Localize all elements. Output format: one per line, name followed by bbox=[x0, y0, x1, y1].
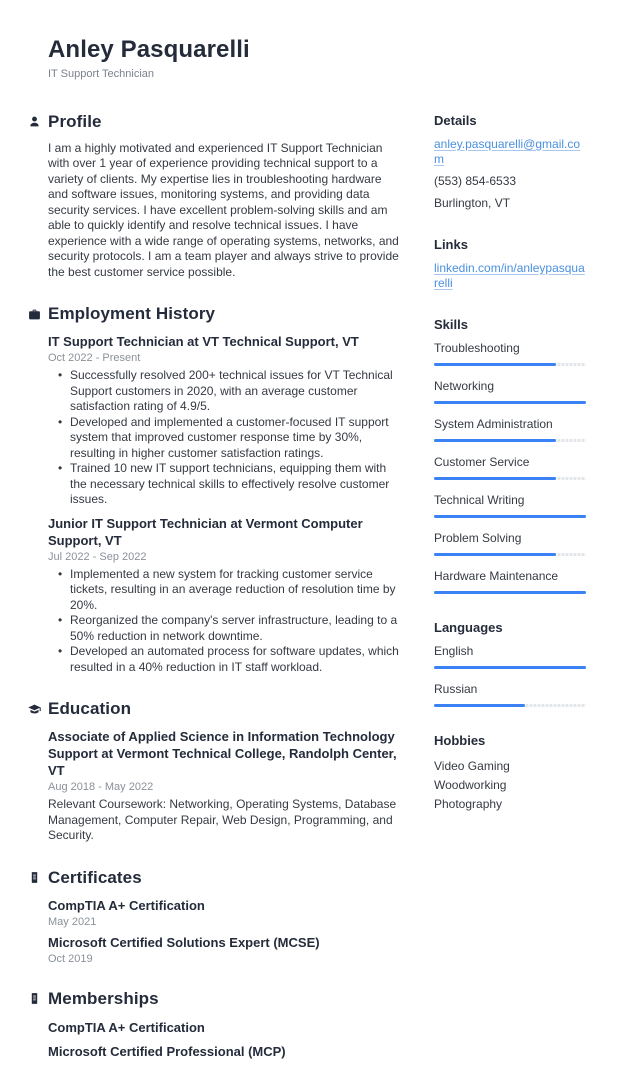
skill-item bbox=[434, 341, 586, 366]
section-certificates bbox=[28, 868, 400, 965]
job-bullet: • Reorganized the company's server infrastructure, leading to a 50% reduction in network downtime. bbox=[48, 613, 400, 644]
certificate-title: Microsoft Certified Solutions Expert (MCSE) bbox=[48, 934, 320, 950]
skill-item bbox=[434, 531, 586, 556]
membership-entry bbox=[48, 1018, 400, 1037]
skill-label: Technical Writing bbox=[434, 492, 525, 507]
language-label: English bbox=[434, 643, 474, 658]
sidebar-heading-details: Details bbox=[434, 112, 477, 128]
profile-summary: I am a highly motivated and experienced IT Support Technician with over 1 year of experience providing technical support to a variety of clients. My expertise lies in troubleshooting hardware and software issues, monitoring systems, and providing data security services. I have excellent problem-solving skills and am able to quickly identify and resolve technical issues. I have experience with a wide range of operating systems, networks, and security protocols. I am a team player and always strive to provide the best customer service possible. bbox=[48, 140, 399, 279]
education-body bbox=[48, 728, 400, 844]
linkedin-link[interactable]: linkedin.com/in/anleypasquarelli bbox=[434, 260, 585, 290]
hobby-item: Woodworking bbox=[434, 777, 507, 792]
job-bullet: • Developed and implemented a customer-focused IT support system that improved customer response time by 30%, resulting in higher customer satisfaction ratings. bbox=[48, 415, 400, 462]
languages-group bbox=[434, 620, 586, 707]
briefcase-icon bbox=[28, 308, 41, 321]
main-column bbox=[28, 112, 400, 1085]
education-description: Relevant Coursework: Networking, Operating Systems, Database Management, Computer Repair, Web Design, Programming, and Security. bbox=[48, 797, 397, 843]
language-bar-track bbox=[434, 666, 586, 669]
section-education bbox=[28, 699, 400, 844]
skill-bar-fill bbox=[434, 553, 556, 556]
skill-bar-track bbox=[434, 515, 586, 518]
skill-bar-fill bbox=[434, 515, 586, 518]
job-entry bbox=[48, 515, 400, 676]
skill-bar-track bbox=[434, 553, 586, 556]
skill-bar-fill bbox=[434, 591, 586, 594]
certificates-body bbox=[48, 897, 400, 965]
certificate-entry bbox=[48, 897, 400, 928]
skill-bar-track bbox=[434, 363, 586, 366]
hobby-item: Photography bbox=[434, 796, 503, 811]
section-heading-employment: Employment History bbox=[48, 304, 216, 324]
job-bullet: • Implemented a new system for tracking customer service tickets, resulting in an average reduction of resolution time by 20%. bbox=[48, 567, 400, 614]
skills-group bbox=[434, 317, 586, 594]
membership-title: CompTIA A+ Certification bbox=[48, 1019, 205, 1035]
skill-bar-track bbox=[434, 591, 586, 594]
section-memberships bbox=[28, 989, 400, 1061]
section-heading-certificates: Certificates bbox=[48, 867, 142, 887]
skill-bar-track bbox=[434, 439, 586, 442]
skill-item bbox=[434, 493, 586, 518]
job-bullet: • Trained 10 new IT support technicians, equipping them with the necessary technical skills to effectively resolve customer issues. bbox=[48, 461, 400, 508]
skill-bar-fill bbox=[434, 477, 556, 480]
membership-title: Microsoft Certified Professional (MCP) bbox=[48, 1043, 286, 1059]
person-icon bbox=[28, 115, 41, 128]
language-bar-fill bbox=[434, 704, 525, 707]
job-dates: Oct 2022 - Present bbox=[48, 352, 141, 365]
skill-label: System Administration bbox=[434, 416, 553, 431]
language-bar-track bbox=[434, 704, 586, 707]
job-bullet-list bbox=[48, 567, 400, 676]
job-title: IT Support Technician at VT Technical Support, VT bbox=[48, 334, 359, 350]
clipboard-icon bbox=[28, 992, 41, 1005]
links-group bbox=[434, 237, 586, 291]
sidebar-heading-languages: Languages bbox=[434, 619, 503, 635]
skill-label: Hardware Maintenance bbox=[434, 568, 559, 583]
section-employment bbox=[28, 304, 400, 675]
certificates-section-header bbox=[28, 868, 400, 888]
section-heading-education: Education bbox=[48, 699, 132, 719]
resume-columns bbox=[0, 112, 640, 1085]
language-item bbox=[434, 644, 586, 669]
memberships-body bbox=[48, 1018, 400, 1061]
job-bullet-list bbox=[48, 368, 400, 508]
job-bullet: • Successfully resolved 200+ technical issues for VT Technical Support customers in 2020, with an average customer satisfaction rating of 4.9/5. bbox=[48, 368, 400, 415]
skill-bar-fill bbox=[434, 401, 586, 404]
sidebar-heading-skills: Skills bbox=[434, 316, 468, 332]
profile-body bbox=[48, 141, 400, 281]
education-dates: Aug 2018 - May 2022 bbox=[48, 781, 154, 794]
skill-bar-track bbox=[434, 477, 586, 480]
candidate-job-title: IT Support Technician bbox=[48, 67, 154, 80]
skill-item bbox=[434, 569, 586, 594]
section-heading-profile: Profile bbox=[48, 111, 102, 131]
language-label: Russian bbox=[434, 681, 478, 696]
resume-header bbox=[48, 36, 586, 80]
skill-item bbox=[434, 455, 586, 480]
phone-number: (553) 854-6533 bbox=[434, 173, 517, 188]
memberships-section-header bbox=[28, 989, 400, 1009]
candidate-name: Anley Pasquarelli bbox=[48, 36, 250, 63]
employment-body bbox=[48, 333, 400, 675]
education-title: Associate of Applied Science in Information Technology Support at Vermont Technical College, Randolph Center, VT bbox=[48, 729, 397, 779]
job-bullet: • Developed an automated process for software updates, which resulted in a 40% reduction in IT staff workload. bbox=[48, 644, 400, 675]
certificate-dates: Oct 2019 bbox=[48, 952, 93, 965]
skill-bar-track bbox=[434, 401, 586, 404]
sidebar-heading-links: Links bbox=[434, 236, 468, 252]
location: Burlington, VT bbox=[434, 195, 511, 210]
skill-item bbox=[434, 379, 586, 404]
section-profile bbox=[28, 112, 400, 281]
job-dates: Jul 2022 - Sep 2022 bbox=[48, 550, 147, 563]
email-link[interactable]: anley.pasquarelli@gmail.com bbox=[434, 136, 581, 166]
skill-bar-fill bbox=[434, 439, 556, 442]
education-section-header bbox=[28, 699, 400, 719]
education-entry bbox=[48, 728, 400, 844]
sidebar-column bbox=[434, 112, 586, 1085]
job-title: Junior IT Support Technician at Vermont Computer Support, VT bbox=[48, 515, 363, 548]
skill-label: Problem Solving bbox=[434, 530, 522, 545]
job-entry bbox=[48, 333, 400, 508]
sidebar-heading-hobbies: Hobbies bbox=[434, 732, 486, 748]
skill-label: Networking bbox=[434, 378, 495, 393]
section-heading-memberships: Memberships bbox=[48, 988, 159, 1008]
clipboard-icon bbox=[28, 871, 41, 884]
membership-entry bbox=[48, 1042, 400, 1061]
graduation-cap-icon bbox=[28, 703, 41, 716]
skill-label: Troubleshooting bbox=[434, 340, 520, 355]
skill-label: Customer Service bbox=[434, 454, 530, 469]
certificate-entry bbox=[48, 934, 400, 965]
hobby-item: Video Gaming bbox=[434, 758, 510, 773]
employment-section-header bbox=[28, 304, 400, 324]
skill-bar-fill bbox=[434, 363, 556, 366]
language-item bbox=[434, 682, 586, 707]
profile-section-header bbox=[28, 112, 400, 132]
details-group bbox=[434, 113, 586, 211]
hobbies-group bbox=[434, 733, 586, 814]
language-bar-fill bbox=[434, 666, 586, 669]
skill-item bbox=[434, 417, 586, 442]
certificate-title: CompTIA A+ Certification bbox=[48, 897, 205, 913]
certificate-dates: May 2021 bbox=[48, 915, 97, 928]
